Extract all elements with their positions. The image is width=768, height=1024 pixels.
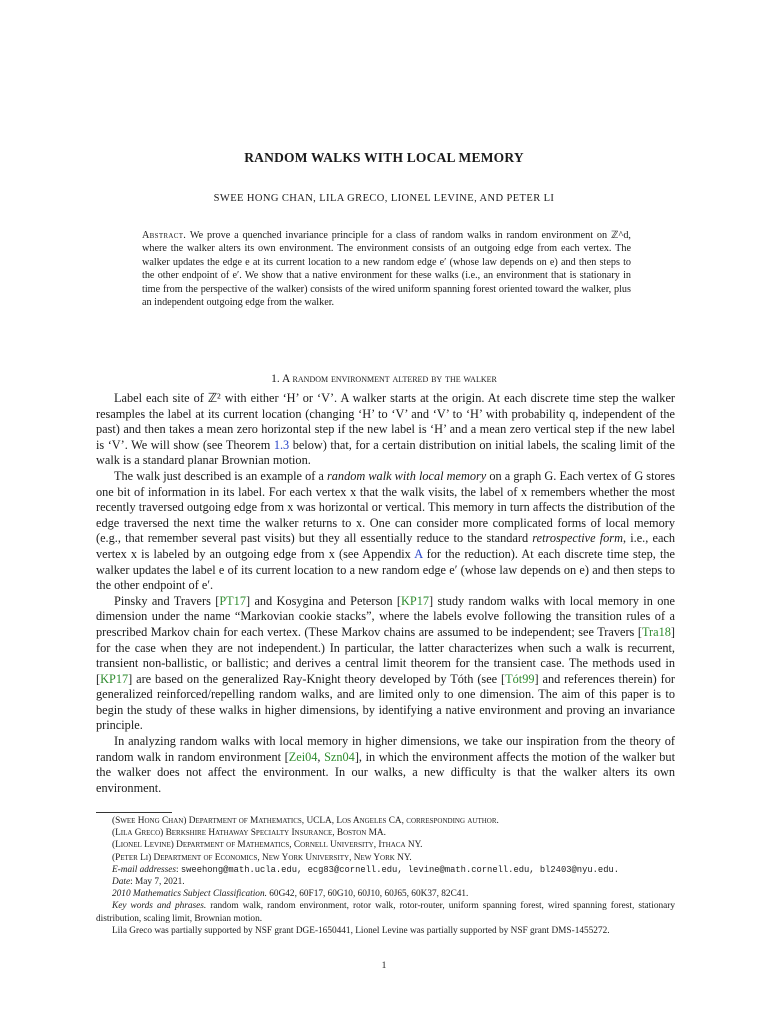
abstract: [142, 229, 631, 309]
section-heading: 1. A random environment altered by the walker: [271, 373, 497, 385]
citation-link[interactable]: Zei04: [288, 749, 318, 764]
footnote-affiliation: (Lila Greco) Berkshire Hathaway Specialty Insurance, Boston MA.: [112, 828, 386, 839]
footnote-msc: 2010 Mathematics Subject Classification. 60G42, 60F17, 60G10, 60J10, 60J65, 60K37, 82C41.: [112, 889, 469, 900]
footnote-affiliation: (Swee Hong Chan) Department of Mathematics, UCLA, Los Angeles CA, corresponding author.: [112, 816, 499, 826]
paragraph-3: Pinsky and Travers [PT17] and Kosygina and Peterson [KP17] study random walks with local memory in one dimension under the name “Markovian cookie stacks”, where the labels evolve following the transition rules of a prescribed Markov chain for each vertex. (These Markov chains are assumed to be independent; see Travers [Tra18] for the case when they are not independent.) In particular, the latter characterizes when such a walk is recurrent, transient non-ballistic, or ballistic; and derives a central limit theorem for the transient case. The methods used in [KP17] are based on the generalized Ray-Knight theory developed by Tóth (see [Tót99] and references therein) for generalized reinforced/repelling random walks, and are limited only to one dimension. The aim of this paper is to begin the study of these walks in higher dimensions, by identifying a native environment and proving an invariance principle.: [96, 593, 675, 733]
footnote-affiliation: (Lionel Levine) Department of Mathematics, Cornell University, Ithaca NY.: [112, 840, 423, 851]
paragraph-1: Label each site of ℤ² with either ‘H’ or ‘V’. A walker starts at the origin. At each discrete time step the walker resamples the label at its current location (changing ‘H’ to ‘V’ and ‘V’ to ‘H’ with probability q, independent of the past) and then takes a mean zero horizontal step if the new label is ‘H’ and a mean zero vertical step if the new label is ‘V’. We will show (see Theorem 1.3 below) that, for a certain distribution on initial labels, the scaling limit of the walk is a standard planar Brownian motion.: [96, 391, 675, 468]
abstract-label: Abstract.: [142, 230, 187, 241]
paragraph-4: In analyzing random walks with local memory in higher dimensions, we take our inspiration from the theory of random walk in random environment [Zei04, Szn04], in which the environment affects the motion of the walker but the walker does not affect the environment. In our walks, a new difficulty is that the walker alters its own environment.: [96, 734, 675, 795]
footnote-emails: E-mail addresses: sweehong@math.ucla.edu, ecg83@cornell.edu, levine@math.cornell.edu, bl2403@nyu.edu.: [112, 864, 620, 875]
footnote-affiliation: (Peter Li) Department of Economics, New York University, New York NY.: [112, 852, 412, 863]
footnotes: [96, 815, 675, 937]
paper-title: RANDOM WALKS WITH LOCAL MEMORY: [244, 150, 524, 165]
citation-link[interactable]: Szn04: [324, 749, 355, 764]
appendix-link[interactable]: A: [414, 546, 423, 561]
citation-link[interactable]: PT17: [219, 593, 246, 608]
theorem-link[interactable]: 1.3: [273, 437, 290, 452]
footnote-keywords: Key words and phrases. random walk, random environment, rotor walk, rotor-router, uniform spanning forest, wired spanning forest, stationary distribution, scaling limit, Brownian motion.: [96, 901, 675, 924]
page-number: 1: [381, 961, 387, 971]
citation-link[interactable]: KP17: [400, 593, 430, 608]
citation-link[interactable]: Tót99: [505, 671, 535, 686]
abstract-text: We prove a quenched invariance principle for a class of random walks in random environment on ℤ^d, where the walker alters its own environment. The environment consists of an outgoing edge from each vertex. The walker updates the edge e at its current location to a new random edge e′ (whose law depends on e) and then steps to the other endpoint of e′. We show that a native environment for these walks (i.e., an environment that is stationary in time from the perspective of the walker) consists of the wired uniform spanning forest oriented toward the walker, plus an independent outgoing edge from the walker.: [142, 230, 631, 309]
citation-link[interactable]: KP17: [100, 671, 129, 686]
citation-link[interactable]: Tra18: [641, 624, 671, 639]
author-list: SWEE HONG CHAN, LILA GRECO, LIONEL LEVINE, AND PETER LI: [213, 193, 555, 204]
footnote-funding: Lila Greco was partially supported by NSF grant DGE-1650441, Lionel Levine was partially supported by NSF grant DMS-1455272.: [112, 925, 610, 936]
paragraph-2: The walk just described is an example of a random walk with local memory on a graph G. Each vertex of G stores one bit of information in its label. For each vertex x that the walk visits, the label of x remembers whether the most recently traversed outgoing edge from x was horizontal or vertical. This memory in turn affects the distribution of the edge traversed the next time the walker returns to x. One can consider more complicated forms of local memory (e.g., that remember several past visits) but they all essentially reduce to the standard retrospective form, i.e., each vertex x is labeled by an outgoing edge from x (see Appendix A for the reduction). At each discrete time step, the walker updates the label e of its current location to a new random edge e′ (whose law depends on e) and then steps to the other endpoint of e′.: [96, 468, 676, 593]
footnote-date: Date: May 7, 2021.: [112, 877, 185, 888]
section-body: [96, 391, 675, 796]
footnote-rule: [96, 812, 172, 813]
